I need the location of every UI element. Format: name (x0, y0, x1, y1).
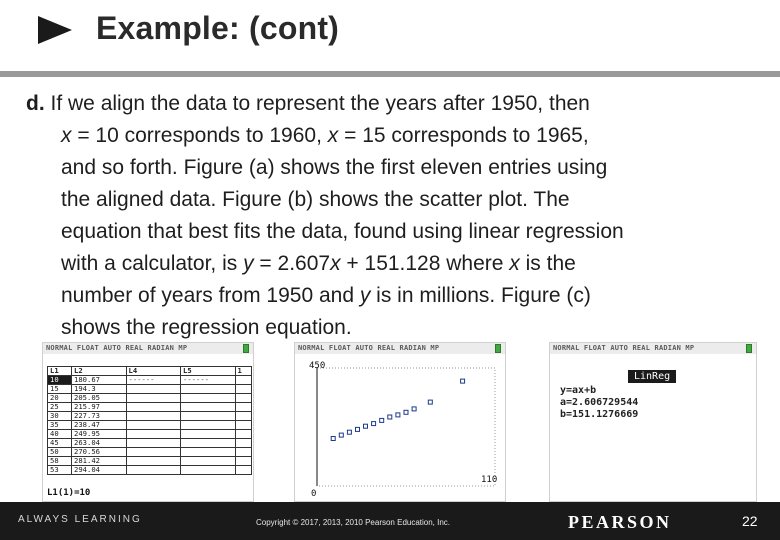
table-cell[interactable] (235, 403, 251, 412)
table-cell[interactable] (235, 457, 251, 466)
coefficient-b: b=151.1276669 (560, 409, 639, 420)
table-cell[interactable] (235, 421, 251, 430)
list-entry-line: L1(1)=10 (47, 488, 91, 498)
calculator-screen-list-editor (42, 342, 254, 502)
coefficient-a: a=2.606729544 (560, 397, 639, 408)
para-line-8: shows the regression equation. (61, 316, 352, 339)
table-cell[interactable] (235, 385, 251, 394)
footer-copyright: Copyright © 2017, 2013, 2010 Pearson Education, Inc. (256, 518, 451, 527)
y-max-label: 450 (309, 361, 326, 371)
table-cell[interactable]: 215.97 (72, 403, 127, 412)
para-line-7 (26, 280, 771, 312)
body-paragraph (26, 88, 771, 344)
para-text: = 2.607 (253, 252, 331, 275)
col-header-index: 1 (235, 367, 251, 376)
table-cell[interactable] (181, 457, 236, 466)
x-max-label: 110 (481, 475, 498, 485)
para-line-4: the aligned data. Figure (b) shows the scatter plot. The (61, 188, 570, 211)
title-divider (0, 71, 780, 77)
table-cell[interactable] (126, 385, 181, 394)
table-cell[interactable] (181, 430, 236, 439)
table-cell[interactable] (126, 430, 181, 439)
var-x: x (509, 252, 520, 275)
table-cell[interactable] (126, 394, 181, 403)
para-text: is in millions. Figure (c) (370, 284, 591, 307)
table-cell[interactable] (181, 412, 236, 421)
slide-title: Example: (cont) (96, 10, 340, 46)
col-header-l2: L2 (72, 367, 127, 376)
para-text: = 15 corresponds to 1965, (338, 124, 589, 147)
table-cell[interactable] (181, 448, 236, 457)
table-cell[interactable]: 205.05 (72, 394, 127, 403)
para-line-5: equation that best fits the data, found using linear regression (61, 220, 624, 243)
battery-icon (746, 344, 752, 353)
table-cell[interactable]: 249.95 (72, 430, 127, 439)
col-header-l4: L4 (126, 367, 181, 376)
table-cell[interactable]: 45 (48, 439, 72, 448)
col-header-l5: L5 (181, 367, 236, 376)
table-cell[interactable] (126, 457, 181, 466)
table-cell[interactable]: 50 (48, 448, 72, 457)
table-cell[interactable] (235, 439, 251, 448)
bullet-arrow-icon (38, 16, 72, 44)
table-cell[interactable]: 58 (48, 457, 72, 466)
y-min-label: 0 (311, 489, 317, 499)
status-text: NORMAL FLOAT AUTO REAL RADIAN MP (553, 344, 695, 352)
item-label: d. (26, 92, 45, 115)
col-header-l1: L1 (48, 367, 72, 376)
table-cell[interactable] (126, 466, 181, 475)
footer-tagline: ALWAYS LEARNING (18, 514, 142, 525)
plot-window (317, 368, 498, 486)
table-cell[interactable]: 15 (48, 385, 72, 394)
table-cell[interactable] (126, 448, 181, 457)
para-text: number of years from 1950 and (61, 284, 360, 307)
table-cell[interactable]: 270.56 (72, 448, 127, 457)
brand-logo: PEARSON (568, 512, 672, 532)
status-text: NORMAL FLOAT AUTO REAL RADIAN MP (46, 344, 188, 352)
table-cell[interactable]: 180.67 (72, 376, 127, 385)
table-cell[interactable] (126, 403, 181, 412)
table-cell[interactable] (126, 439, 181, 448)
table-cell[interactable]: ------ (181, 376, 236, 385)
table-cell[interactable]: 30 (48, 412, 72, 421)
table-cell[interactable] (235, 376, 251, 385)
table-cell[interactable] (235, 430, 251, 439)
para-line-3: and so forth. Figure (a) shows the first eleven entries using (61, 156, 608, 179)
battery-icon (495, 344, 501, 353)
var-x: x (330, 252, 341, 275)
para-line-2 (26, 120, 771, 152)
para-text: + 151.128 where (340, 252, 510, 275)
var-y: y (243, 252, 254, 275)
table-cell[interactable] (181, 466, 236, 475)
list-table (47, 366, 252, 475)
table-cell[interactable]: 40 (48, 430, 72, 439)
var-x: x (61, 124, 72, 147)
table-cell[interactable] (235, 448, 251, 457)
table-cell[interactable]: 238.47 (72, 421, 127, 430)
table-cell[interactable]: 35 (48, 421, 72, 430)
table-cell[interactable]: 20 (48, 394, 72, 403)
table-cell[interactable]: 281.42 (72, 457, 127, 466)
calculator-screen-regression (549, 342, 757, 502)
status-bar (295, 343, 505, 354)
table-cell[interactable] (235, 412, 251, 421)
table-cell[interactable]: 263.04 (72, 439, 127, 448)
status-text: NORMAL FLOAT AUTO REAL RADIAN MP (298, 344, 440, 352)
regression-form: y=ax+b (560, 385, 597, 396)
table-cell[interactable] (181, 421, 236, 430)
var-x: x (327, 124, 339, 147)
table-cell[interactable] (181, 403, 236, 412)
table-cell[interactable] (126, 421, 181, 430)
para-text: = 10 corresponds to 1960, (71, 124, 328, 147)
var-y: y (359, 284, 371, 307)
table-cell[interactable] (181, 439, 236, 448)
para-text: If we align the data to represent the years after 1950, then (44, 92, 590, 115)
para-text: with a calculator, is (61, 252, 244, 275)
table-cell[interactable]: 53 (48, 466, 72, 475)
battery-icon (243, 344, 249, 353)
table-row (48, 466, 252, 475)
linreg-command: LinReg (628, 370, 676, 383)
para-line-6 (26, 248, 771, 280)
para-line-1 (26, 88, 771, 120)
table-cell[interactable] (235, 466, 251, 475)
table-cell[interactable] (181, 394, 236, 403)
table-cell[interactable] (235, 394, 251, 403)
status-bar (550, 343, 756, 354)
table-cell[interactable]: 227.73 (72, 412, 127, 421)
status-bar (43, 343, 253, 354)
scatter-plot-svg (295, 354, 506, 502)
para-text: is the (519, 252, 576, 275)
table-cell[interactable] (126, 412, 181, 421)
calculator-screen-scatter-plot (294, 342, 506, 502)
table-cell[interactable] (181, 385, 236, 394)
table-cell[interactable]: ------ (126, 376, 181, 385)
table-cell[interactable]: 194.3 (72, 385, 127, 394)
page-number: 22 (742, 513, 758, 529)
table-cell[interactable]: 25 (48, 403, 72, 412)
table-cell[interactable]: 10 (48, 376, 72, 385)
table-cell[interactable]: 294.04 (72, 466, 127, 475)
